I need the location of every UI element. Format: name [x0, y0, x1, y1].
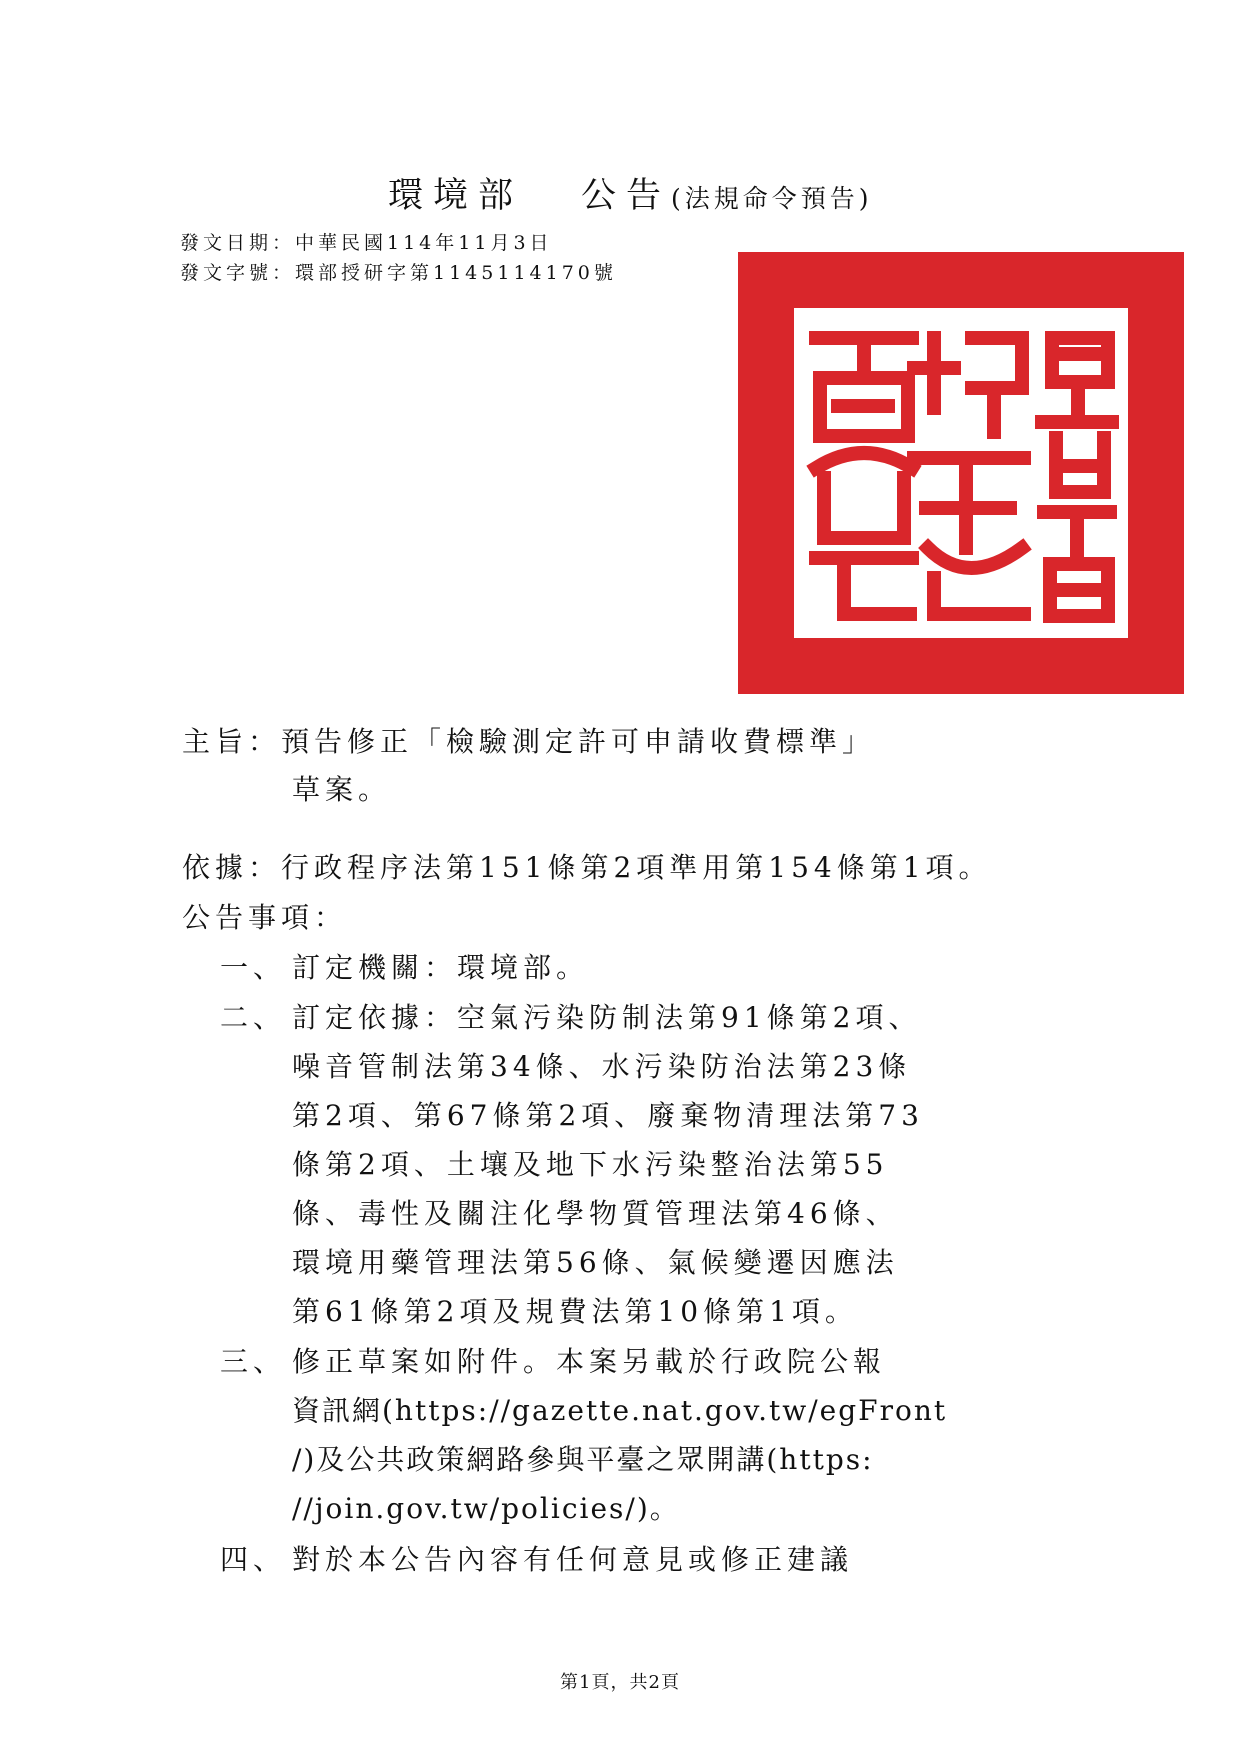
item-2-line: 訂定依據：空氣污染防制法第91條第2項、 [292, 1001, 922, 1034]
subject-line-1: 預告修正「檢驗測定許可申請收費標準」 [281, 725, 876, 758]
subject-label: 主旨： [182, 725, 282, 758]
item-4-marker: 四、 [220, 1543, 287, 1576]
item-1-line: 訂定機關：環境部。 [292, 951, 590, 984]
legal-basis: 依據：行政程序法第151條第2項準用第154條第1項。 [182, 851, 992, 884]
subject-section [182, 720, 875, 760]
item-2-line: 環境用藥管理法第56條、氣候變遷因應法 [292, 1246, 899, 1279]
items-heading: 公告事項： [182, 901, 348, 934]
announcement-header [388, 168, 873, 218]
item-3-line: 修正草案如附件。本案另載於行政院公報 [292, 1345, 887, 1378]
subject-line-2: 草案。 [292, 773, 392, 806]
item-3-marker: 三、 [220, 1345, 287, 1378]
item-3-line: /)及公共政策網路參與平臺之眾開講(https: [292, 1443, 874, 1476]
official-seal-icon [738, 252, 1184, 694]
agency-name: 環境部 [388, 176, 524, 216]
item-2-line: 噪音管制法第34條、水污染防治法第23條 [292, 1050, 912, 1083]
item-2-line: 第2項、第67條第2項、廢棄物清理法第73 [292, 1099, 924, 1132]
item-4-line: 對於本公告內容有任何意見或修正建議 [292, 1543, 854, 1576]
item-3-line: 資訊網(https://gazette.nat.gov.tw/egFront [292, 1394, 948, 1427]
item-2-line: 條、毒性及關注化學物質管理法第46條、 [292, 1197, 899, 1230]
seal-script-glyphs [794, 308, 1128, 638]
announcement-subtitle: (法規命令預告) [671, 184, 873, 213]
item-2-line: 第61條第2項及規費法第10條第1項。 [292, 1295, 858, 1328]
item-2-marker: 二、 [220, 1001, 287, 1034]
announcement-type: 公告 [581, 176, 672, 216]
item-2-line: 條第2項、土壤及地下水污染整治法第55 [292, 1148, 889, 1181]
item-1-marker: 一、 [220, 951, 287, 984]
item-3-line: //join.gov.tw/policies/)。 [292, 1492, 680, 1525]
document-number: 發文字號：環部授研字第1145114170號 [180, 262, 617, 284]
issue-date: 發文日期：中華民國114年11月3日 [180, 232, 553, 254]
page-number: 第1頁，共2頁 [560, 1672, 680, 1693]
